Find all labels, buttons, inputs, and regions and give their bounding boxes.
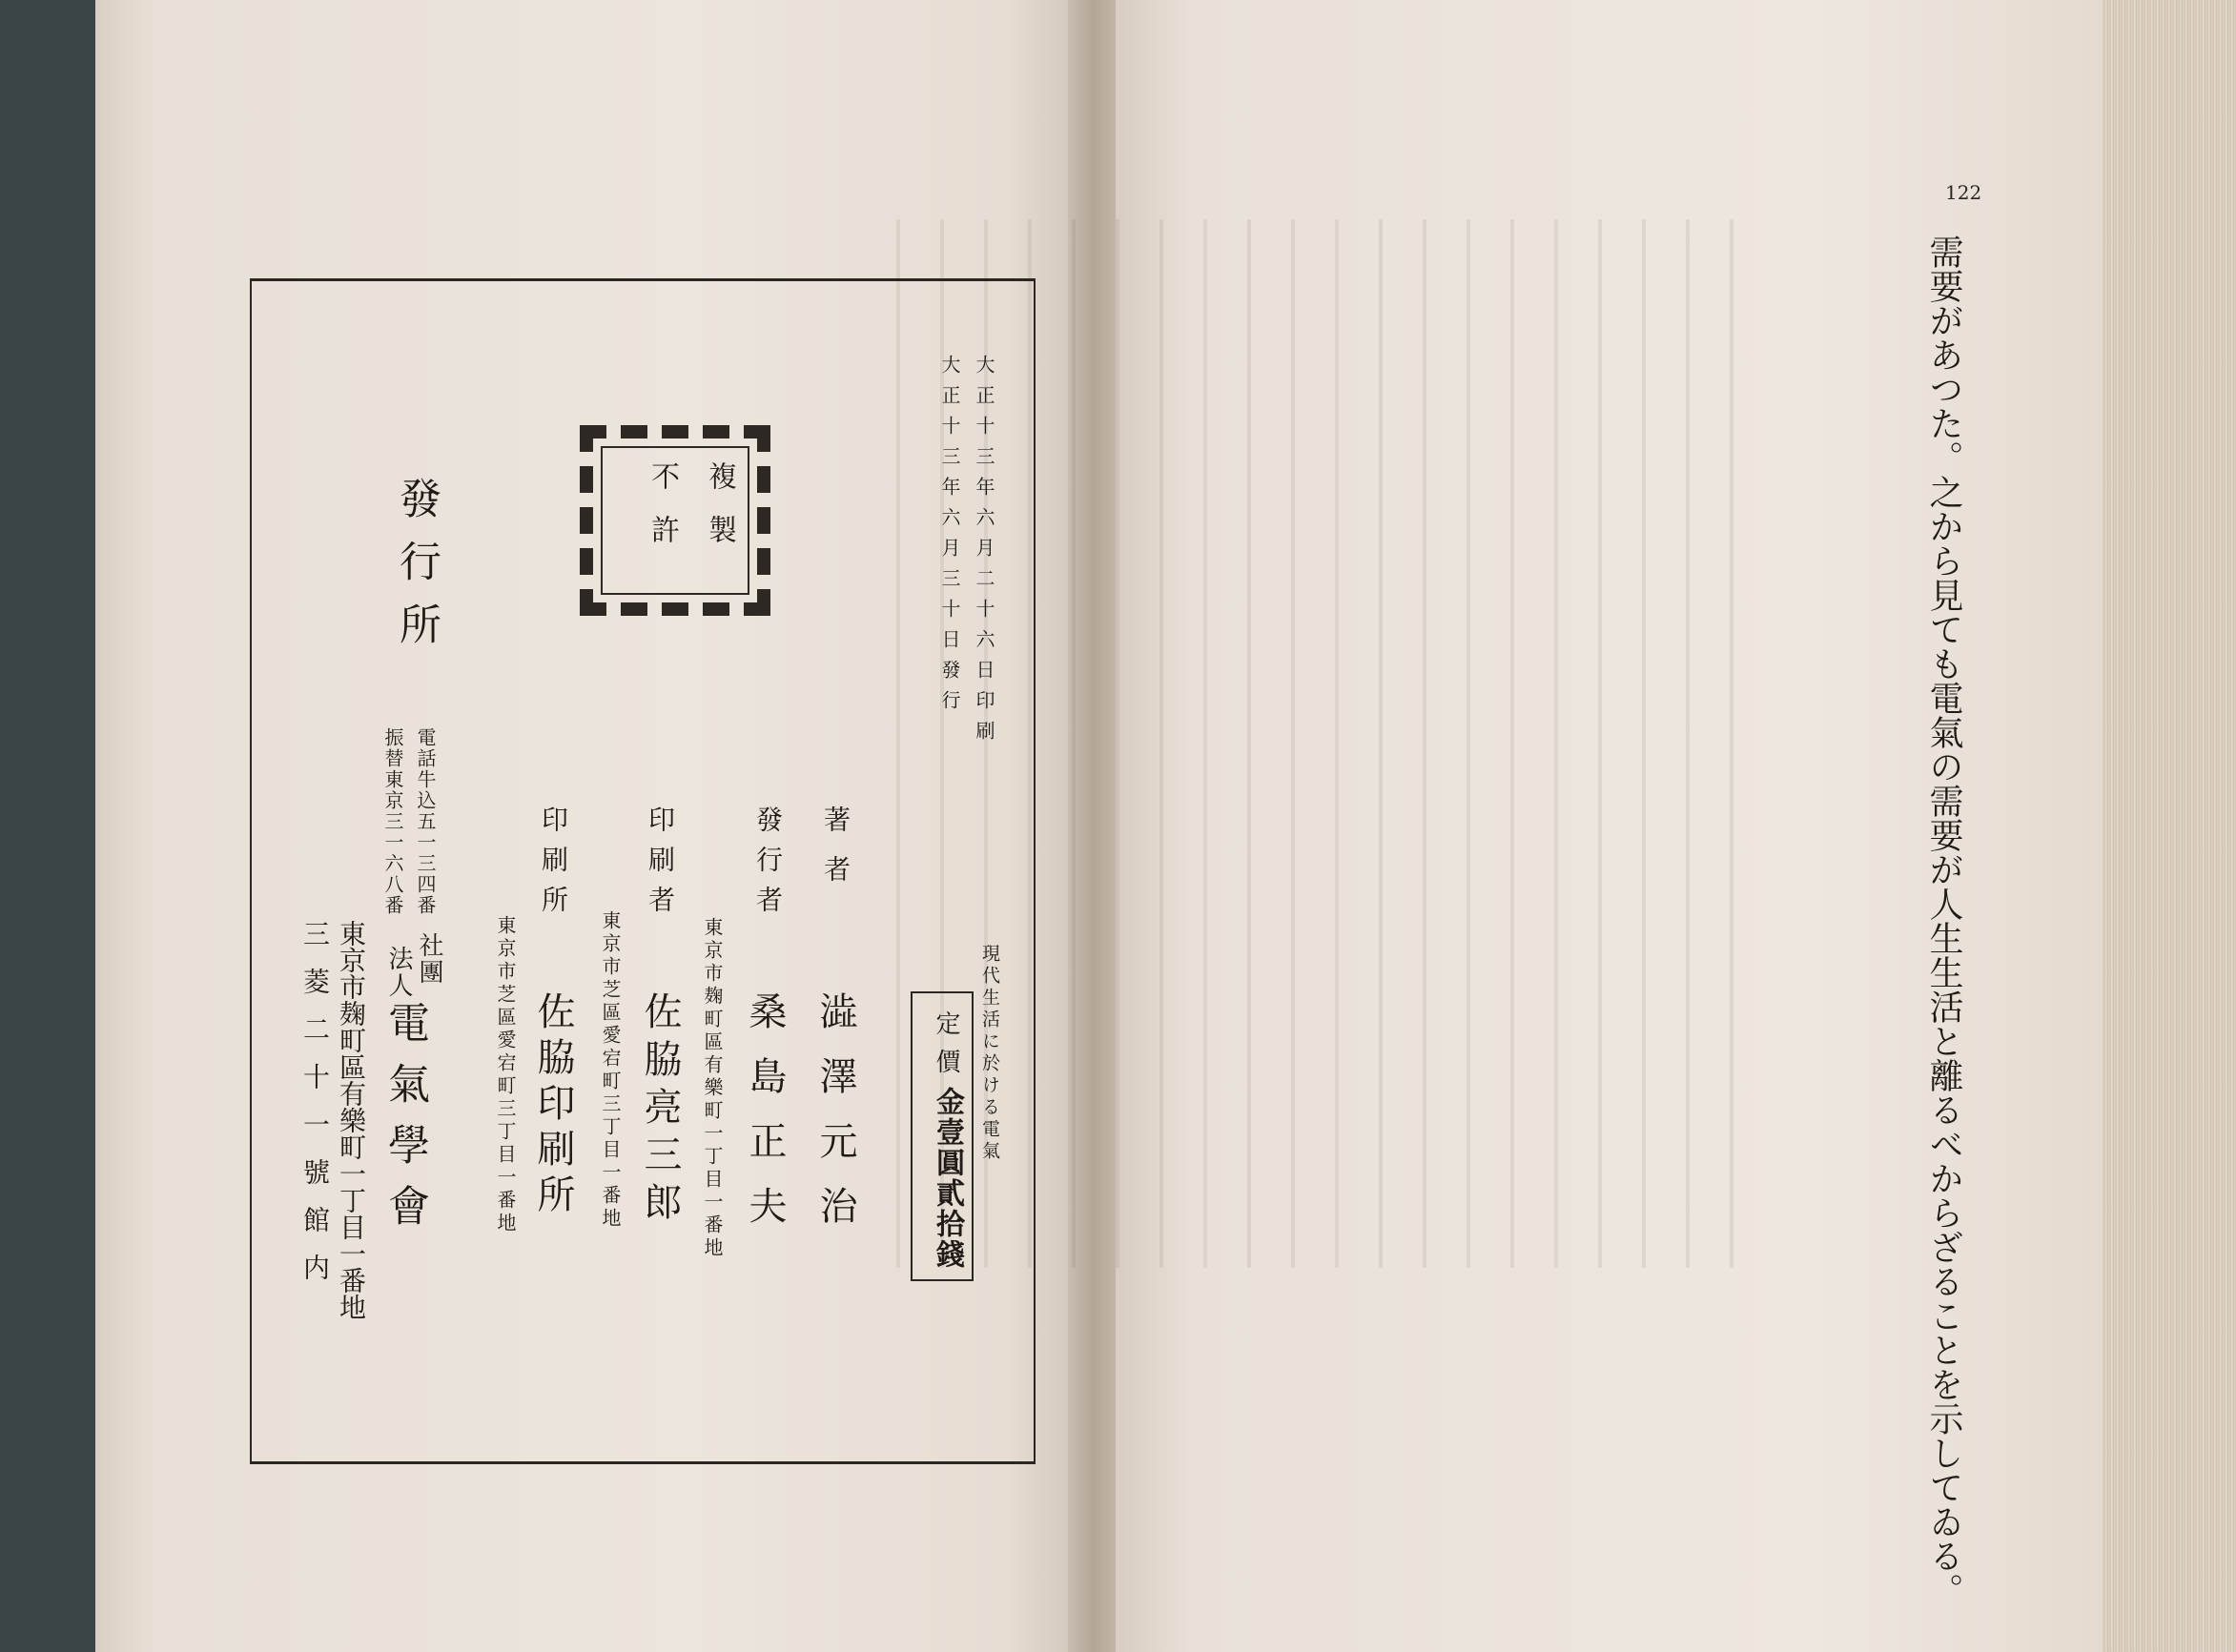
printer-address: 東京市芝區愛宕町三丁目一番地 <box>599 910 622 1231</box>
printing-office-name: 佐脇印刷所 <box>531 991 575 1220</box>
printer-label: 印刷者 <box>645 806 676 926</box>
issuer-transfer: 振替東京三一六八番 <box>381 727 404 916</box>
printing-office-address: 東京市芝區愛宕町三丁目一番地 <box>494 915 517 1235</box>
issuer-corp-line1: 社團 <box>415 932 443 986</box>
issuer-address: 東京市麹町區有樂町一丁目一番地 <box>336 920 367 1320</box>
printing-office-label: 印刷所 <box>538 806 569 926</box>
text-line-1: 需要があつた。之から見ても電氣の需要が人生生活と離るべからざることを示してゐる。 <box>1924 235 1963 1607</box>
publisher-label: 發行者 <box>752 806 784 926</box>
issuer-label: 發行所 <box>392 477 441 665</box>
issuer-name: 電氣學會 <box>380 1001 429 1245</box>
publication-date: 大正十三年六月三十日發行 <box>938 355 961 721</box>
issuer-building: 三菱二十一號館内 <box>299 920 331 1301</box>
price-box <box>911 991 974 1281</box>
book-title-small: 現代生活に於ける電氣 <box>979 944 1000 1163</box>
page-edges <box>2103 0 2236 1652</box>
issuer-phone: 電話牛込五一三四番 <box>414 727 437 916</box>
issuer-corp-line2: 法人 <box>384 946 413 999</box>
reproduction-prohibited-seal <box>580 425 770 616</box>
author-label: 著者 <box>820 806 851 905</box>
page-number: 122 <box>1945 181 1982 204</box>
publisher-name: 桑島正夫 <box>743 991 787 1251</box>
printer-name: 佐脇亮三郎 <box>638 991 682 1230</box>
publisher-address: 東京市麹町區有樂町一丁目一番地 <box>701 917 724 1260</box>
seal-text-right: 複製 <box>703 461 736 568</box>
seal-text-left: 不許 <box>646 461 679 568</box>
price-amount: 金壹圓貳拾錢 <box>931 1087 964 1270</box>
author-name: 澁澤元治 <box>813 991 857 1251</box>
price-label: 定價 <box>932 1010 960 1087</box>
printing-date: 大正十三年六月二十六日印刷 <box>973 355 995 751</box>
